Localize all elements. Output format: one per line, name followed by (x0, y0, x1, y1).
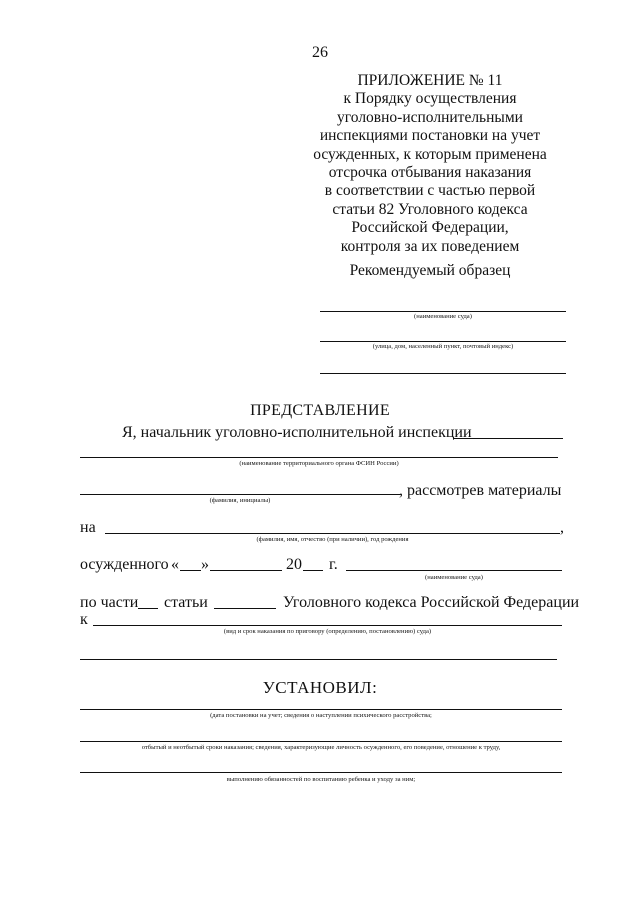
inspection-name-field[interactable] (453, 438, 563, 439)
article-field[interactable] (214, 608, 276, 609)
appendix-line: уголовно-исполнительными (337, 108, 523, 126)
appendix-line: ПРИЛОЖЕНИЕ № 11 (357, 72, 503, 89)
date-open-quote: « (171, 556, 179, 573)
article-label: статьи (164, 594, 208, 611)
sample-label: Рекомендуемый образец (349, 262, 511, 279)
head-name-field[interactable] (80, 494, 400, 495)
part-field[interactable] (138, 608, 158, 609)
on-label: на (80, 519, 96, 536)
appendix-line: контроля за их поведением (340, 237, 520, 255)
established-field-1[interactable] (80, 709, 562, 710)
part-label: по части (80, 594, 139, 611)
month-field[interactable] (210, 570, 282, 571)
appendix-line: статьи 82 Уголовного кодекса (332, 200, 528, 218)
intro-text: Я, начальник уголовно-исполнительной инспекции (122, 424, 472, 441)
court-name-field[interactable] (320, 311, 566, 312)
appendix-line: Российской Федерации, (351, 219, 509, 237)
convict-name-caption: (фамилия, имя, отчество (при наличии), год рождения (256, 536, 409, 543)
day-field[interactable] (180, 570, 201, 571)
established-field-2[interactable] (80, 741, 562, 742)
established-field-3[interactable] (80, 772, 562, 773)
reviewed-text: , рассмотрев материалы (399, 482, 562, 499)
date-close-quote: » (201, 556, 209, 573)
year-field[interactable] (303, 570, 323, 571)
comma: , (560, 519, 564, 536)
year-suffix: г. (329, 556, 338, 573)
document-title: ПРЕДСТАВЛЕНИЕ (250, 402, 390, 419)
code-label: Уголовного кодекса Российской Федерации (283, 594, 580, 611)
court-address-field-2[interactable] (320, 373, 566, 374)
court-caption-2: (наименование суда) (425, 574, 483, 581)
court-field-2[interactable] (346, 570, 562, 571)
appendix-header (300, 72, 560, 256)
to-label: к (80, 611, 88, 628)
appendix-line: инспекциями постановки на учет (319, 127, 541, 145)
court-address-field[interactable] (320, 341, 566, 342)
court-address-caption: (улица, дом, населенный пункт, почтовый индекс) (372, 343, 514, 350)
year-prefix: 20 (286, 556, 302, 573)
appendix-line: в соответствии с частью первой (324, 182, 536, 200)
appendix-line: отсрочка отбывания наказания (328, 164, 532, 182)
appendix-line: осужденных, к которым применена (313, 145, 547, 163)
sentence-field-2[interactable] (80, 659, 557, 660)
resolved-title: УСТАНОВИЛ: (262, 678, 378, 697)
appendix-line: к Порядку осуществления (343, 90, 517, 108)
convicted-label: осужденного (80, 556, 169, 573)
established-caption-1: (дата постановки на учет; сведения о наступлении психического расстройства; (210, 712, 432, 719)
sentence-caption: (вид и срок наказания по приговору (определению, постановлению) суда) (223, 628, 432, 635)
convict-name-field[interactable] (105, 533, 560, 534)
established-caption-3: выполнению обязанностей по воспитанию ребенка и уходу за ним; (226, 776, 416, 783)
page-number: 26 (312, 44, 328, 61)
head-name-caption: (фамилия, инициалы) (209, 497, 271, 504)
established-caption-2: отбытый и неотбытый сроки наказания; сведения, характеризующие личность осужденного, его поведение, отношение к труду, (141, 744, 501, 751)
court-name-caption: (наименование суда) (414, 313, 472, 320)
territorial-body-caption: (наименование территориального органа ФСИН России) (239, 460, 399, 467)
territorial-body-field[interactable] (80, 457, 558, 458)
sentence-field[interactable] (93, 625, 562, 626)
